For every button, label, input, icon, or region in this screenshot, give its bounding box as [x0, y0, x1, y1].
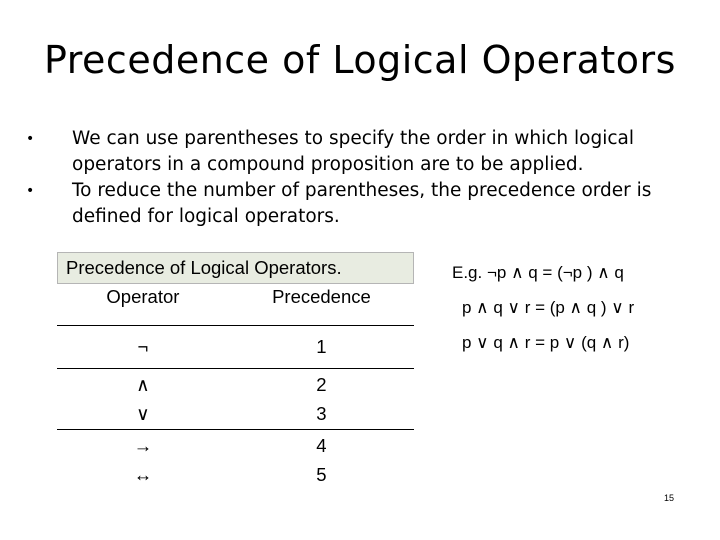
table-row [57, 326, 414, 369]
table-body [57, 284, 414, 490]
operator-symbol: ↔ [133, 464, 153, 485]
bullet-list [26, 126, 686, 230]
precedence-cell [229, 369, 414, 430]
bullet-dot-icon: • [26, 131, 35, 147]
bullet-item [26, 126, 686, 178]
slide-title: Precedence of Logical Operators [44, 38, 676, 82]
operator-symbol: → [133, 435, 153, 456]
table-header-row [57, 284, 414, 326]
precedence-value: 1 [316, 336, 327, 357]
bullet-text: We can use parentheses to specify the order in which logical operators in a compound proposition are to be applied. [72, 128, 635, 175]
example-line: E.g. ¬p ∧ q = (¬p ) ∧ q [452, 263, 624, 282]
operator-symbol: ∧ [136, 374, 150, 395]
example-line: p ∧ q ∨ r = (p ∧ q ) ∨ r [462, 298, 635, 317]
precedence-value: 2 [316, 374, 327, 395]
page-number: 15 [664, 493, 675, 503]
precedence-table [57, 252, 414, 490]
operator-cell [57, 369, 229, 430]
precedence-value: 4 [316, 435, 327, 456]
bullet-dot-icon: • [26, 183, 35, 199]
precedence-value: 3 [316, 403, 327, 424]
header-precedence: Precedence [272, 286, 371, 307]
bullet-item [26, 178, 686, 230]
precedence-cell [229, 326, 414, 369]
header-operator: Operator [106, 286, 180, 307]
precedence-cell [229, 430, 414, 491]
table-caption: Precedence of Logical Operators. [57, 252, 414, 284]
operator-cell [57, 430, 229, 491]
example-line: p ∨ q ∧ r = p ∨ (q ∧ r) [462, 333, 630, 352]
bullet-text: To reduce the number of parentheses, the precedence order is defined for logical operators. [72, 180, 652, 227]
operator-cell [57, 326, 229, 369]
table-row [57, 430, 414, 491]
operator-symbol: ¬ [137, 336, 149, 357]
operator-symbol: ∨ [136, 403, 150, 424]
table-row [57, 369, 414, 430]
precedence-value: 5 [316, 464, 327, 485]
